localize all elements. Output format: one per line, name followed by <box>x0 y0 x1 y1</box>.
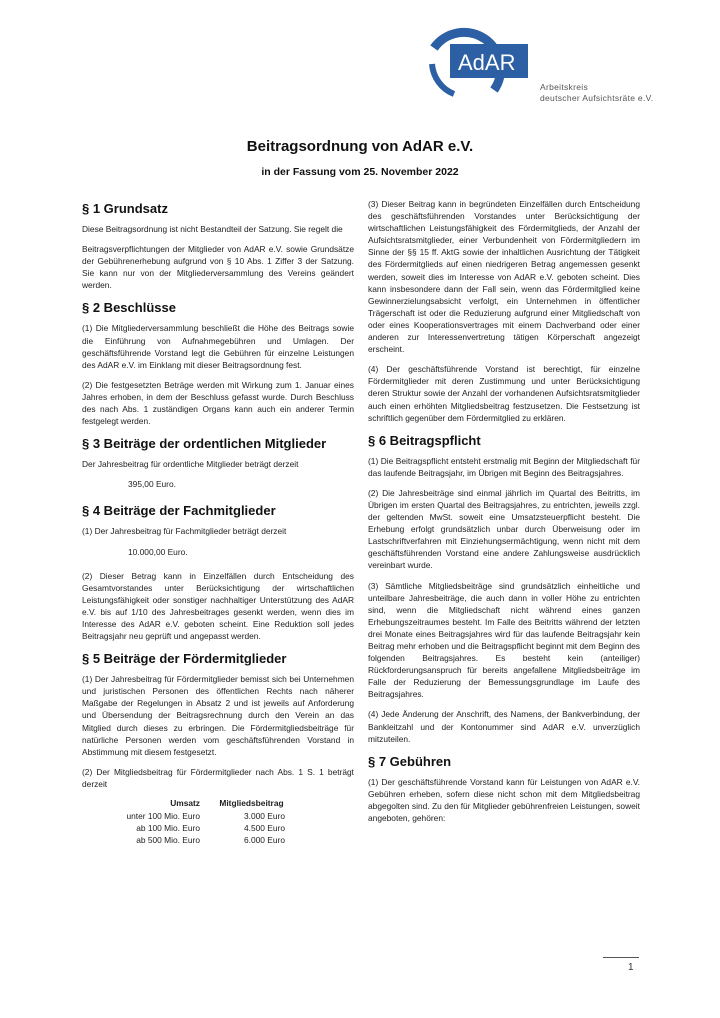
section-1 <box>82 200 354 291</box>
section-heading: § 7 Gebühren <box>368 753 452 769</box>
paragraph: Der Jahresbeitrag für ordentliche Mitglieder beträgt derzeit <box>82 459 299 470</box>
document-title: Beitragsordnung von AdAR e.V. <box>246 138 474 155</box>
paragraph: (2) Der Mitgliedsbeitrag für Fördermitglieder nach Abs. 1 S. 1 beträgt derzeit <box>82 766 354 789</box>
footer-divider <box>603 957 639 958</box>
paragraph: (2) Die Jahresbeiträge sind einmal jährlich im Quartal des Beitritts, im Übrigen im ersten Quartal des Beitragsjahres, zu entrichten, jeweils zzgl. der geltenden MwSt. soweit eine Umsatzsteuerpflicht besteht. Die Erhebung erfolgt grundsätzlich unbar durch Überweisung oder im Lastschriftverfahren mit Einziehungsermächtigung, wenn nicht mit dem geschäftsführenden Vorstand eine andere Zahlungsweise ausdrücklich vereinbart wurde. <box>368 487 640 571</box>
table-row <box>100 822 285 834</box>
table-header: Mitgliedsbeitrag <box>219 798 284 808</box>
left-column <box>82 200 354 854</box>
section-5 <box>82 650 354 846</box>
right-column <box>368 198 640 832</box>
fee-table <box>100 798 285 846</box>
logo-subtitle <box>540 82 653 104</box>
section-heading: § 6 Beitragspflicht <box>368 432 481 448</box>
page-number: 1 <box>628 962 634 973</box>
paragraph: (3) Sämtliche Mitgliedsbeiträge sind grundsätzlich einheitliche und unteilbare Jahresbeiträge, die auch dann in voller Höhe zu entrichten sind, wenn die Mitgliedschaft nicht während eines ganzen Erhebungszeitraumes besteht. Im Falle des Beitritts während der letzten drei Monate eines Beitragsjahres wird für das laufende Beitragsjahr kein Beitrag mehr erhoben und die Beitragspflicht beginnt mit dem Beginn des folgenden Beitragsjahres. Es besteht kein (anteiliger) Rückforderungsanspruch für bereits angefallene Mitgliedsbeiträge im Falle der Reduzierung der Bemessungsgrundlage im Laufe des Beitragsjahres. <box>368 580 640 700</box>
fee-amount: 10.000,00 Euro. <box>128 546 188 557</box>
table-header: Umsatz <box>170 798 200 808</box>
paragraph: (1) Die Beitragspflicht entsteht erstmalig mit Beginn der Mitgliedschaft für das laufende Beitragsjahr, im Übrigen mit Beginn des Beitragsjahres. <box>368 455 640 478</box>
table-cell: ab 100 Mio. Euro <box>136 823 200 833</box>
section-4 <box>82 502 354 642</box>
logo-text: AdAR <box>458 50 516 75</box>
table-cell: 4.500 Euro <box>244 823 285 833</box>
table-cell: unter 100 Mio. Euro <box>126 811 200 821</box>
table-cell: ab 500 Mio. Euro <box>136 835 200 845</box>
paragraph: (1) Der Jahresbeitrag für Fachmitglieder beträgt derzeit <box>82 526 287 537</box>
section-heading: § 5 Beiträge der Fördermitglieder <box>82 651 287 667</box>
paragraph: Diese Beitragsordnung ist nicht Bestandteil der Satzung. Sie regelt die <box>82 224 343 234</box>
section-3 <box>82 435 354 490</box>
paragraph: (2) Die festgesetzten Beträge werden mit Wirkung zum 1. Januar eines Jahres erhoben, in dem der Beschluss gefasst wurde. Durch Beschluss des nach Abs. 1 zuständigen Organs kann auch ein anderer Termin festgelegt werden. <box>82 379 354 427</box>
logo-subtitle-line1: Arbeitskreis <box>540 82 589 92</box>
section-6 <box>368 432 640 745</box>
fee-amount: 395,00 Euro. <box>128 479 176 490</box>
paragraph: (2) Dieser Betrag kann in Einzelfällen durch Entscheidung des Gesamtvorstandes unter Berücksichtigung der wirtschaftlichen Leistungsfähigkeit oder sonstiger nachhaltiger Unterstützung des AdAR e.V. bis auf 1/10 des Jahresbeitrages gesenkt werden, wenn dies im Interesse des AdAR e.V. geboten scheint. Eine Reduktion soll jedes Beitragsjahr neu geprüft und angepasst werden. <box>82 570 354 642</box>
section-heading: § 4 Beiträge der Fachmitglieder <box>82 503 276 519</box>
section-heading: § 3 Beiträge der ordentlichen Mitglieder <box>82 436 327 452</box>
paragraph: (4) Der geschäftsführende Vorstand ist berechtigt, für einzelne Fördermitglieder mit deren Zustimmung und unter Berücksichtigung deren Struktur sowie der Anzahl der vorhandenen Aufsichtsratsmitglieder auch einen erhöhten Mitgliedsbeitrag festzusetzen. Die Festsetzung ist schriftlich gegenüber dem Fördermitglied zu erklären. <box>368 364 640 423</box>
logo-subtitle-line2: deutscher Aufsichtsräte e.V. <box>540 93 654 103</box>
section-7 <box>368 753 640 824</box>
paragraph: (3) Dieser Beitrag kann in begründeten Einzelfällen durch Entscheidung des geschäftsführenden Vorstandes unter Berücksichtigung der wirtschaftlichen Leistungsfähigkeit des Fördermitglieds, der Anzahl der Aufsichtsratsmitglieder, einer Verbundenheit von Fördermitgliedern im Sinne der §§ 15 ff. AktG sowie der inhaltlichen Ausrichtung der Tätigkeit des Fördermitglieds auf einen niedrigeren Betrag angemessen gesenkt werden, soweit dies im Interesse von AdAR e.V. geboten scheint. Dies kann insbesondere dann der Fall sein, wenn das Fördermitglied keine Gewinnerzielungsabsicht verfolgt, ein Unternehmen in öffentlicher Trägerschaft ist oder die Reduzierung aufgrund einer Mitgliedschaft von oder eines Kooperationsvertrages mit einem Dachverband oder einer anderen zur Interessenvertretung tätigen Körperschaft angezeigt erscheint. <box>368 199 640 355</box>
paragraph: (1) Die Mitgliederversammlung beschließt die Höhe des Beitrags sowie die Einführung von Aufnahmegebühren und Umlagen. Der geschäftsführende Vorstand legt die Gebühren für einzelne Leistungen des AdAR e.V. im Einklang mit dieser Beitragsordnung fest. <box>82 323 354 370</box>
paragraph: (1) Der Jahresbeitrag für Fördermitglieder bemisst sich bei Unternehmen und juristischen Personen des öffentlichen Rechts nach näherer Maßgabe der Regelungen in Absatz 2 und ist jeweils auf Anforderung und Übersendung der Beitragsrechnung durch den Verein an das Mitglied durch dieses zu erbringen. Die Fördermitgliedsbeiträge für natürliche Personen werden vom geschäftsführenden Vorstand in Abstimmung mit diesem festgesetzt. <box>82 674 354 757</box>
section-heading: § 2 Beschlüsse <box>82 300 176 316</box>
paragraph: Beitragsverpflichtungen der Mitglieder von AdAR e.V. sowie Grundsätze der Gebührenerhebung aufgrund von § 10 Abs. 1 Ziffer 3 der Satzung. Sie kann nur von der Mitgliederversammlung des Vereins geändert werden. <box>82 244 354 291</box>
paragraph: (4) Jede Änderung der Anschrift, des Namens, der Bankverbindung, der Bankleitzahl und der Kontonummer sind AdAR e.V. unverzüglich mitzuteilen. <box>368 709 640 744</box>
table-cell: 6.000 Euro <box>244 835 285 845</box>
table-row <box>100 810 285 822</box>
table-cell: 3.000 Euro <box>244 811 285 821</box>
paragraph: (1) Der geschäftsführende Vorstand kann für Leistungen von AdAR e.V. Gebühren erheben, sofern diese nicht schon mit dem Mitgliedsbeitrag abgegolten sind. Zu den für Mitglieder gebührenfreien Leistungen, soweit angeboten, gehören: <box>368 776 640 824</box>
document-subtitle: in der Fassung vom 25. November 2022 <box>261 166 459 178</box>
section-2 <box>82 299 354 427</box>
table-row <box>100 834 285 846</box>
section-heading: § 1 Grundsatz <box>82 201 168 216</box>
